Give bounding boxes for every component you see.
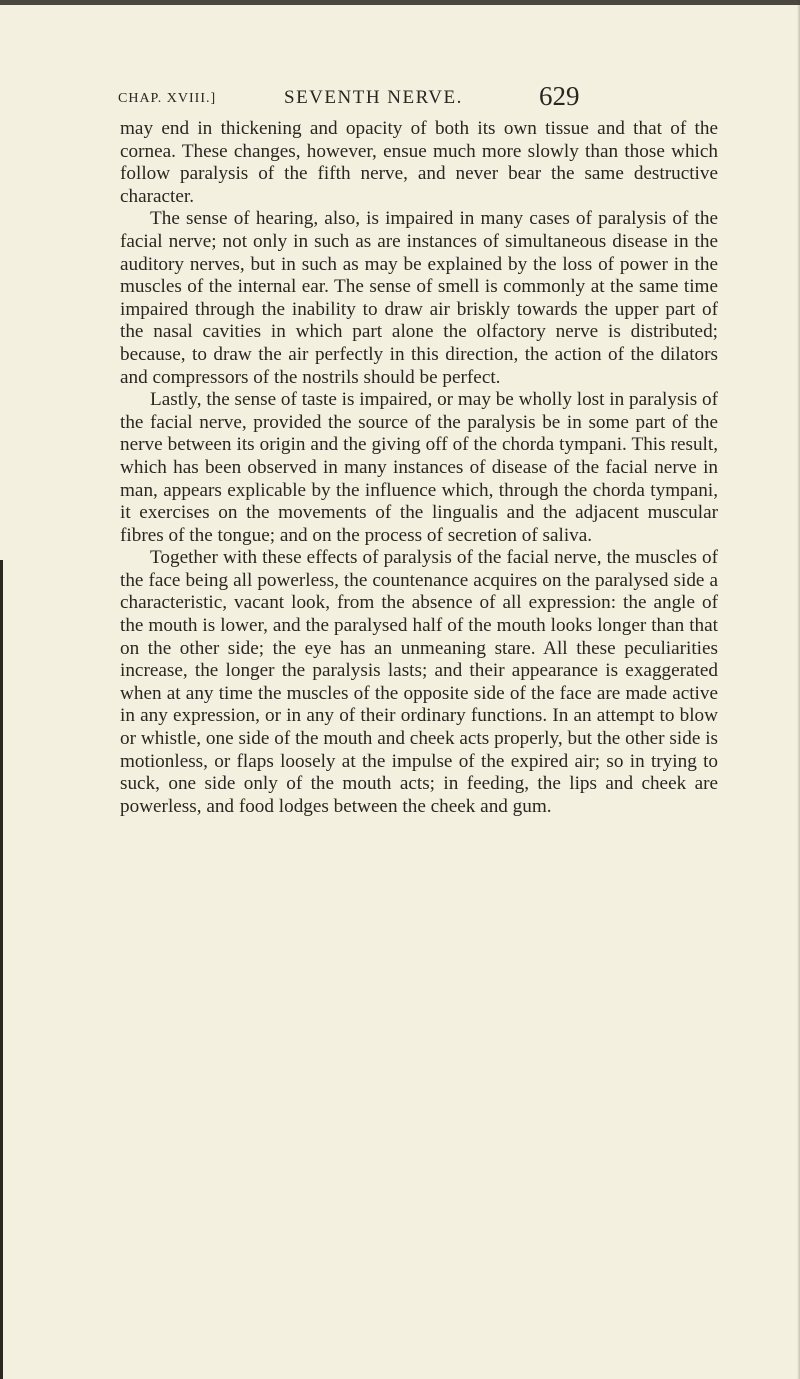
page-number: 629 xyxy=(539,81,580,111)
section-title: SEVENTH NERVE. xyxy=(284,87,463,108)
chapter-label: CHAP. XVIII.] xyxy=(118,91,217,106)
paragraph-facial-expression: Together with these effects of paralysis of the facial nerve, the muscles of the face being all powerless, the countenance acquires on the paralysed side a characteristic, vacant look, from the absence of all expression: the angle of the mouth is lower, and the paralysed half of the mouth looks longer than that on the other side; the eye has an unmeaning stare. All these peculiarities increase, the longer the paralysis lasts; and their appearance is exaggerated when at any time the muscles of the opposite side of the face are made active in any expression, or in any of their ordinary functions. In an attempt to blow or whistle, one side of the mouth and cheek acts properly, but the other side is motionless, or flaps loosely at the impulse of the expired air; so in trying to suck, one side only of the mouth acts; in feeding, the lips and cheek are powerless, and food lodges between the cheek and gum. xyxy=(120,547,718,817)
body-text xyxy=(120,118,718,818)
paragraph-cornea: may end in thickening and opacity of both its own tissue and that of the cornea. These changes, however, ensue much more slowly than those which follow paralysis of the fifth nerve, and never bear the same destructive character. xyxy=(120,118,718,207)
page-top-border xyxy=(0,0,800,5)
paragraph-taste: Lastly, the sense of taste is impaired, or may be wholly lost in paralysis of the facial nerve, provided the source of the paralysis be in some part of the nerve between its origin and the giving off of the chorda tympani. This result, which has been observed in many instances of disease of the facial nerve in man, appears explicable by the influence which, through the chorda tympani, it exercises on the movements of the lingualis and the adjacent muscular fibres of the tongue; and on the process of secretion of saliva. xyxy=(120,389,718,546)
running-head xyxy=(118,83,718,117)
paragraph-hearing-smell: The sense of hearing, also, is impaired in many cases of paralysis of the facial nerve; not only in such as are instances of simultaneous disease in the auditory nerves, but in such as may be explained by the loss of power in the muscles of the internal ear. The sense of smell is commonly at the same time impaired through the inability to draw air briskly towards the upper part of the nasal cavities in which part alone the olfactory nerve is distributed; because, to draw the air perfectly in this direction, the action of the dilators and compressors of the nostrils should be perfect. xyxy=(120,208,718,388)
page-left-binding-edge xyxy=(0,560,3,1379)
